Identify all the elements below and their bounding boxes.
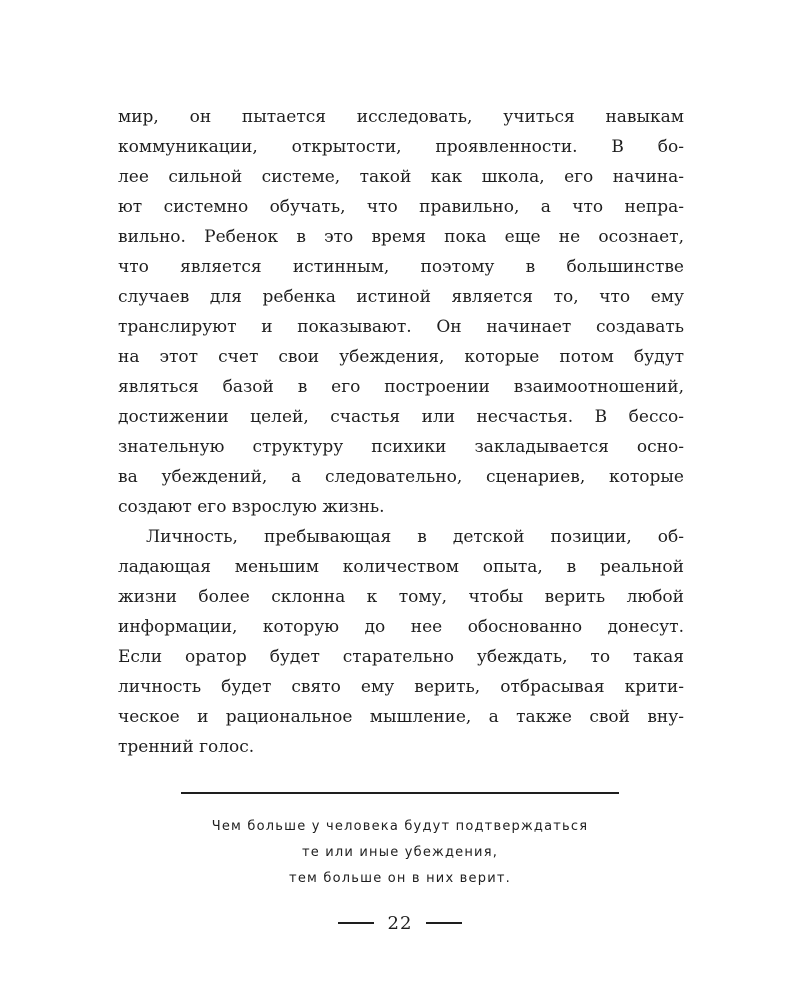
text-line: знательную структуру психики закладывается осно- — [118, 437, 684, 457]
body-text — [118, 102, 684, 762]
page-number: 22 — [387, 912, 413, 934]
text-line: транслируют и показывают. Он начинает создавать — [118, 317, 684, 337]
text-line: Личность, пребывающая в детской позиции, об- — [146, 527, 684, 547]
pull-quote — [100, 814, 700, 892]
quote-divider — [181, 792, 619, 794]
text-line: ва убеждений, а следовательно, сценариев, которые — [118, 467, 684, 487]
text-line: ческое и рациональное мышление, а также свой вну- — [118, 707, 684, 727]
text-line: что является истинным, поэтому в большинстве — [118, 257, 684, 277]
text-line: информации, которую до нее обоснованно донесут. — [118, 617, 684, 637]
text-line: на этот счет свои убеждения, которые потом будут — [118, 347, 684, 367]
text-line: вильно. Ребенок в это время пока еще не осознает, — [118, 227, 684, 247]
text-line: Если оратор будет старательно убеждать, то такая — [118, 647, 684, 667]
text-line: лее сильной системе, такой как школа, его начина- — [118, 167, 684, 187]
footer-rule-right — [426, 922, 462, 924]
text-line: ладающая меньшим количеством опыта, в реальной — [118, 557, 684, 577]
text-line: коммуникации, открытости, проявленности. В бо- — [118, 137, 684, 157]
text-line: тренний голос. — [118, 737, 255, 757]
text-line: случаев для ребенка истиной является то, что ему — [118, 287, 684, 307]
quote-line: те или иные убеждения, — [301, 845, 499, 860]
text-line: жизни более склонна к тому, чтобы верить любой — [118, 587, 684, 607]
page-footer — [300, 908, 500, 938]
text-line: личность будет свято ему верить, отбрасывая крити- — [118, 677, 684, 697]
footer-rule-left — [338, 922, 374, 924]
text-line: ют системно обучать, что правильно, а что непра- — [118, 197, 684, 217]
quote-line: тем больше он в них верит. — [289, 871, 511, 886]
text-line: достижении целей, счастья или несчастья. В бессо- — [118, 407, 684, 427]
text-line: являться базой в его построении взаимоотношений, — [118, 377, 684, 397]
text-line: мир, он пытается исследовать, учиться навыкам — [118, 107, 684, 127]
text-line: создают его взрослую жизнь. — [118, 497, 385, 517]
quote-line: Чем больше у человека будут подтверждаться — [211, 819, 589, 834]
